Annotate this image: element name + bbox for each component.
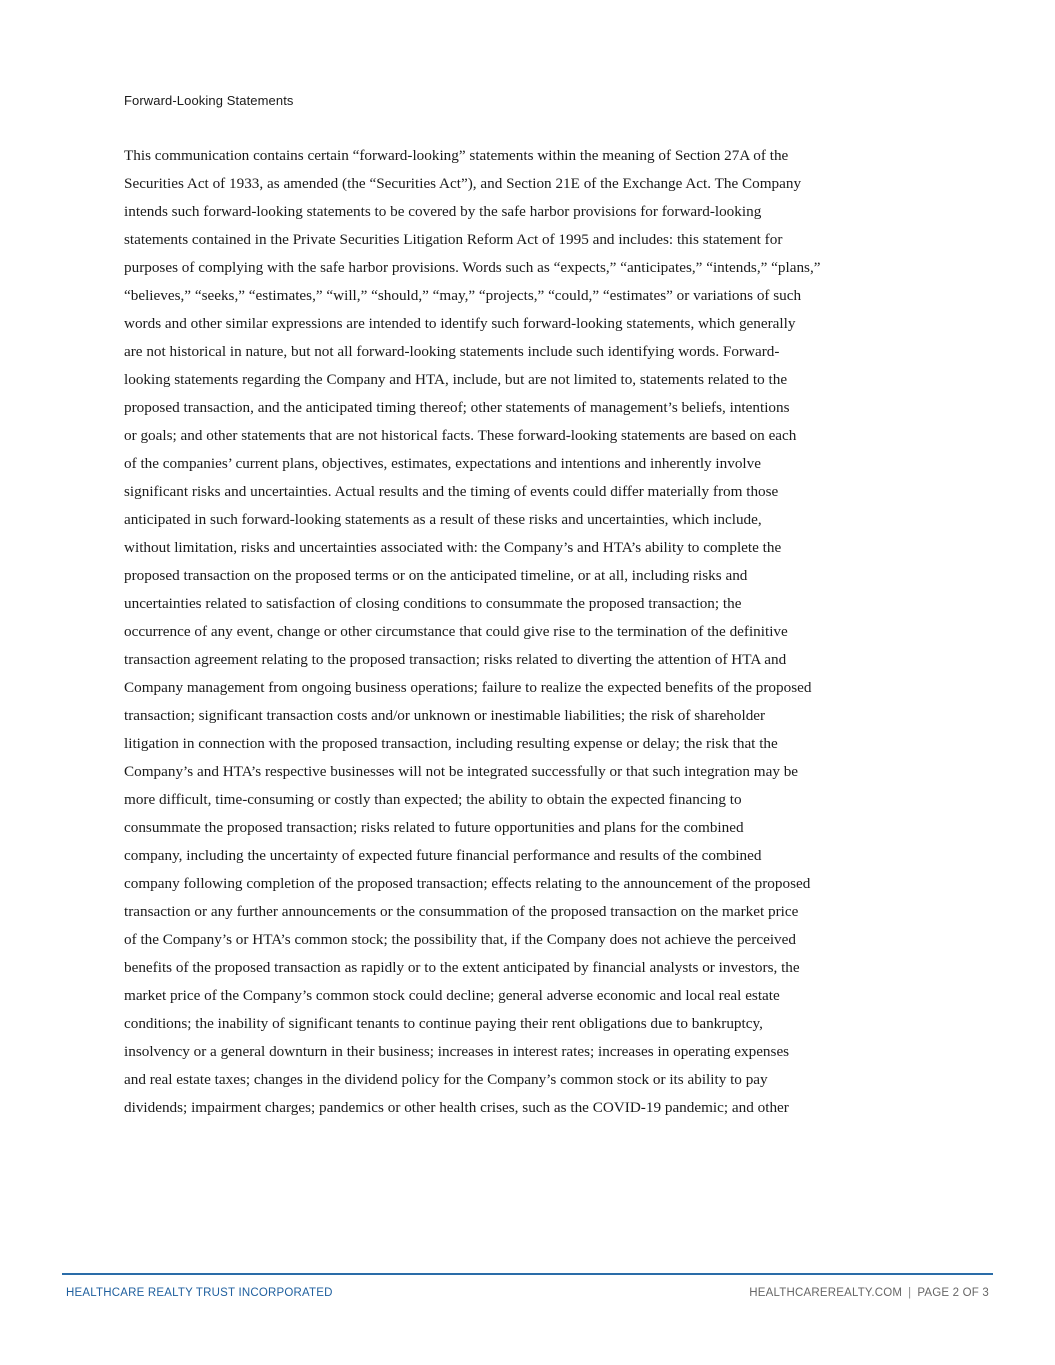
paragraph-line: significant risks and uncertainties. Actual results and the timing of events could differ materially from those	[124, 483, 779, 500]
section-heading: Forward-Looking Statements	[124, 93, 294, 108]
paragraph-line: Company management from ongoing business operations; failure to realize the expected benefits of the proposed	[124, 679, 812, 696]
paragraph-line: consummate the proposed transaction; risks related to future opportunities and plans for the combined	[124, 819, 744, 836]
paragraph-line: “believes,” “seeks,” “estimates,” “will,” “should,” “may,” “projects,” “could,” “estimates” or variations of such	[124, 287, 802, 304]
paragraph-line: transaction agreement relating to the proposed transaction; risks related to diverting the attention of HTA and	[124, 651, 787, 668]
paragraph-line: Company’s and HTA’s respective businesses will not be integrated successfully or that such integration may be	[124, 763, 799, 780]
footer-separator: |	[908, 1287, 912, 1299]
footer-divider	[62, 1273, 993, 1275]
body-paragraph	[124, 142, 934, 1122]
footer-page-info	[749, 1287, 989, 1299]
paragraph-line: occurrence of any event, change or other circumstance that could give rise to the termination of the definitive	[124, 623, 788, 640]
paragraph-line: looking statements regarding the Company and HTA, include, but are not limited to, statements related to the	[124, 371, 788, 388]
paragraph-line: market price of the Company’s common stock could decline; general adverse economic and local real estate	[124, 987, 780, 1004]
footer-company-name: HEALTHCARE REALTY TRUST INCORPORATED	[66, 1287, 333, 1299]
paragraph-line: of the Company’s or HTA’s common stock; the possibility that, if the Company does not achieve the perceived	[124, 931, 796, 948]
paragraph-line: company following completion of the proposed transaction; effects relating to the announcement of the proposed	[124, 875, 811, 892]
paragraph-line: statements contained in the Private Securities Litigation Reform Act of 1995 and includes: this statement for	[124, 231, 783, 248]
paragraph-line: litigation in connection with the proposed transaction, including resulting expense or delay; the risk that the	[124, 735, 778, 752]
paragraph-line: are not historical in nature, but not all forward-looking statements include such identifying words. Forward-	[124, 343, 780, 360]
paragraph-line: proposed transaction, and the anticipated timing thereof; other statements of management’s beliefs, intentions	[124, 399, 790, 416]
paragraph-line: transaction or any further announcements or the consummation of the proposed transaction on the market price	[124, 903, 799, 920]
paragraph-line: proposed transaction on the proposed terms or on the anticipated timeline, or at all, including risks and	[124, 567, 748, 584]
paragraph-line: uncertainties related to satisfaction of closing conditions to consummate the proposed transaction; the	[124, 595, 742, 612]
paragraph-line: transaction; significant transaction costs and/or unknown or inestimable liabilities; the risk of shareholder	[124, 707, 766, 724]
paragraph-line: intends such forward-looking statements to be covered by the safe harbor provisions for forward-looking	[124, 203, 762, 220]
paragraph-line: benefits of the proposed transaction as rapidly or to the extent anticipated by financial analysts or investors, the	[124, 959, 800, 976]
paragraph-line: and real estate taxes; changes in the dividend policy for the Company’s common stock or its ability to pay	[124, 1071, 768, 1088]
paragraph-line: more difficult, time-consuming or costly than expected; the ability to obtain the expected financing to	[124, 791, 742, 808]
paragraph-line: dividends; impairment charges; pandemics or other health crises, such as the COVID-19 pandemic; and other	[124, 1099, 789, 1116]
paragraph-line: purposes of complying with the safe harbor provisions. Words such as “expects,” “anticipates,” “intends,” “plans,”	[124, 259, 821, 276]
paragraph-line: or goals; and other statements that are not historical facts. These forward-looking statements are based on each	[124, 427, 797, 444]
paragraph-line: of the companies’ current plans, objectives, estimates, expectations and intentions and inherently involve	[124, 455, 761, 472]
paragraph-line: This communication contains certain “forward-looking” statements within the meaning of Section 27A of the	[124, 147, 789, 164]
paragraph-line: words and other similar expressions are intended to identify such forward-looking statements, which generally	[124, 315, 796, 332]
paragraph-line: insolvency or a general downturn in their business; increases in interest rates; increases in operating expenses	[124, 1043, 790, 1060]
paragraph-line: conditions; the inability of significant tenants to continue paying their rent obligations due to bankruptcy,	[124, 1015, 763, 1032]
footer-page-number: PAGE 2 OF 3	[917, 1287, 989, 1299]
paragraph-line: anticipated in such forward-looking statements as a result of these risks and uncertainties, which include,	[124, 511, 762, 528]
paragraph-line: Securities Act of 1933, as amended (the “Securities Act”), and Section 21E of the Exchange Act. The Company	[124, 175, 802, 192]
paragraph-line: company, including the uncertainty of expected future financial performance and results of the combined	[124, 847, 762, 864]
paragraph-line: without limitation, risks and uncertainties associated with: the Company’s and HTA’s ability to complete the	[124, 539, 782, 556]
footer-website: HEALTHCAREREALTY.COM	[749, 1287, 903, 1299]
